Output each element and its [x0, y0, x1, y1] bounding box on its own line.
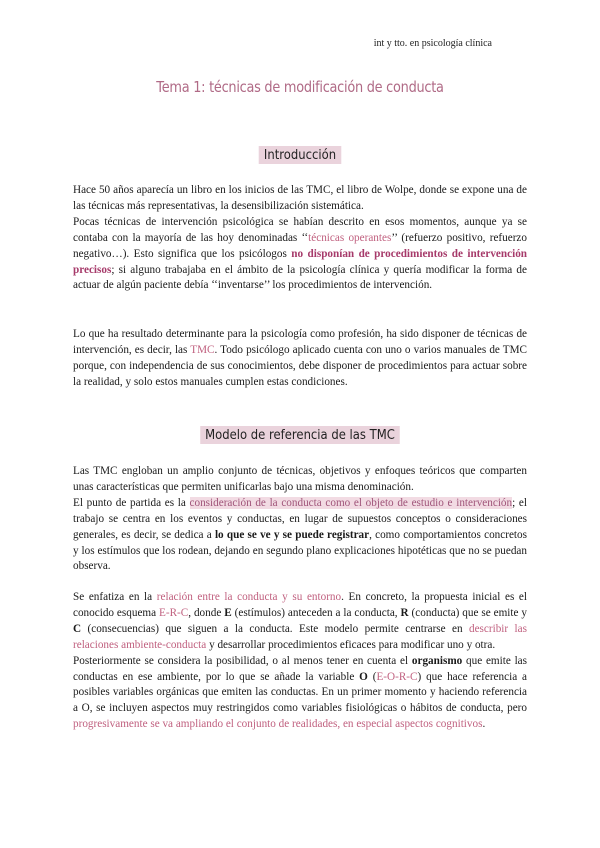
model-paragraph-1: Las TMC engloban un amplio conjunto de técnicas, objetivos y enfoques teóricos que comparten unas características que permiten unificarlas bajo una misma denominación.: [73, 465, 527, 493]
page-title: Tema 1: técnicas de modificación de conducta: [156, 78, 444, 96]
model-p4-progressive: progresivamente se va ampliando el conjunto de realidades, en especial aspectos cognitivos: [73, 718, 483, 731]
model-paragraph-3: [73, 590, 527, 654]
section-heading-intro-text: Introducción: [259, 146, 341, 164]
model-p3-relation: relación entre la conducta y su entorno: [156, 591, 342, 603]
section-heading-intro: [42, 147, 558, 163]
model-p3-c: C: [73, 622, 82, 635]
intro-paragraph-1: Hace 50 años aparecía un libro en los inicios de las TMC, el libro de Wolpe, donde se expone una de las técnicas más representativas, la desensibilización sistemática.: [73, 184, 527, 212]
model-p3-text-m: y desarrollar procedimientos eficaces para modificar uno y otra.: [206, 638, 496, 651]
intro-p2-text-c: ’’ (refuerzo positivo, refuerzo negativo…). Esto significa que los psicólogos: [73, 231, 527, 260]
intro-p3-text-c: . Todo psicólogo aplicado cuenta con uno o varios manuales de TMC porque, con independencia de sus conocimientos, debe disponer de procedimientos para actuar sobre la realidad, y solo estos manuales cumplen estas condiciones.: [73, 343, 527, 388]
model-p2-text-e: , como comportamientos concretos y los estímulos que los rodean, dejando en segundo plano explicaciones hipotéticas que no se puedan observa.: [73, 528, 527, 573]
model-paragraph-4: [73, 654, 527, 734]
header-note: int y tto. en psicología clínica: [373, 38, 492, 49]
model-block: [73, 464, 527, 575]
model-paragraph-2: [73, 496, 527, 576]
section-heading-model-text: Modelo de referencia de las TMC: [200, 426, 400, 444]
intro-paragraph-3: [73, 327, 527, 391]
model-p4-text-e: (: [367, 670, 377, 683]
model-p3-describe: describir las relaciones ambiente-conducta: [73, 622, 527, 651]
model-p4-text-i: .: [482, 718, 486, 731]
model-p4-text-g: ) que hace referencia a posibles variables orgánicas que emiten las conductas. En un primer momento y haciendo referencia a O, se incluyen aspectos muy restringidos como variables fisiológicas o hábitos de conducta, pero: [73, 670, 527, 715]
intro-paragraph-2: [73, 215, 527, 295]
model-p2-bold: lo que se ve y se puede registrar: [214, 528, 370, 541]
model-p3-text-g: (estímulos) anteceden a la conducta,: [231, 606, 401, 619]
model-p4-text-c: que emite las conductas en ese ambiente, por lo que se añade la variable: [73, 654, 527, 683]
intro-p2-text-e: ; si alguno trabajaba en el ámbito de la psicología clínica y quería modificar la forma de actuar de algún paciente debía ‘‘inventarse’’ los procedimientos de intervención.: [73, 263, 527, 292]
intro-p3-text-a: Lo que ha resultado determinante para la psicología como profesión, ha sido disponer de técnicas de intervención, es decir, las: [73, 328, 527, 356]
model-p4-text-a: Posteriormente se considera la posibilidad, o al menos tener en cuenta el: [73, 654, 412, 667]
intro-block-2: [73, 327, 527, 391]
model-p4-o: O: [359, 670, 368, 683]
model-p2-text-c: ; el trabajo se centra en los eventos y conductas, en lugar de supuestos conceptos o consideraciones generales, es decir, se dedica a: [73, 496, 527, 541]
intro-p2-text-a: Pocas técnicas de intervención psicológica se habían descrito en esos momentos, aunque ya se contaba con la mayoría de las hoy denominadas ‘‘: [73, 215, 527, 244]
model-p4-organism: organismo: [411, 654, 463, 667]
model-block-2: [73, 590, 527, 733]
model-p2-text-a: El punto de partida es la: [73, 496, 190, 509]
model-p3-e: E: [224, 606, 232, 619]
model-p3-r: R: [400, 606, 409, 619]
intro-p2-emphasis: no disponían de procedimientos de intervención precisos: [73, 247, 528, 276]
model-p3-text-k: (consecuencias) que siguen a la conducta. Este modelo permite centrarse en: [81, 622, 469, 635]
model-p3-text-c: . En concreto, la propuesta inicial es el conocido esquema: [73, 591, 528, 619]
model-p3-erc: E-R-C: [159, 606, 189, 619]
model-p3-text-i: (conducta) que se emite y: [408, 606, 528, 619]
intro-block: [73, 183, 527, 294]
model-p4-eorc: E-O-R-C: [376, 670, 418, 683]
model-p3-text-e: , donde: [188, 606, 225, 619]
intro-p3-tmc: TMC: [190, 343, 215, 356]
intro-p2-operant-techniques: técnicas operantes: [308, 231, 392, 244]
section-heading-model: [42, 427, 558, 443]
model-p3-text-a: Se enfatiza en la: [73, 591, 157, 603]
model-p2-highlight: consideración de la conducta como el objeto de estudio e intervención: [189, 496, 513, 509]
